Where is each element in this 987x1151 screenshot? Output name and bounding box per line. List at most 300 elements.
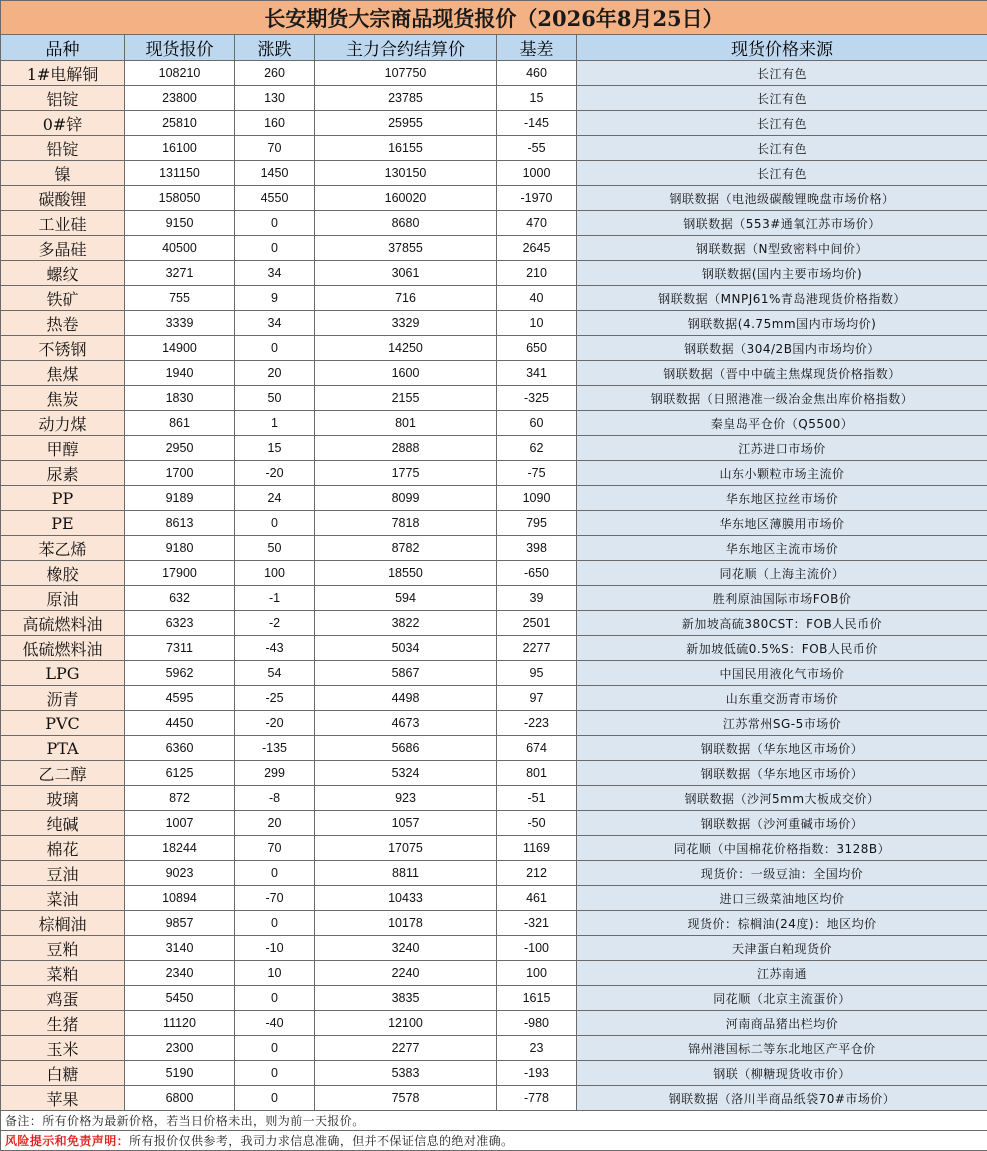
- variety-cell: 棉花: [1, 836, 125, 861]
- source-cell: 同花顺（中国棉花价格指数：3128B）: [577, 836, 987, 861]
- source-cell: 钢联数据（沙河重碱市场价）: [577, 811, 987, 836]
- variety-cell: 菜粕: [1, 961, 125, 986]
- header-settlement: 主力合约结算价: [315, 35, 497, 61]
- change-cell: 10: [235, 961, 315, 986]
- variety-cell: 0#锌: [1, 111, 125, 136]
- spot-price-cell: 1700: [125, 461, 235, 486]
- source-cell: 钢联数据（华东地区市场价）: [577, 761, 987, 786]
- table-row: [1, 736, 987, 761]
- table-row: [1, 661, 987, 686]
- header-row: [1, 35, 987, 61]
- spot-price-cell: 16100: [125, 136, 235, 161]
- spot-price-cell: 11120: [125, 1011, 235, 1036]
- source-cell: 秦皇岛平仓价（Q5500）: [577, 411, 987, 436]
- table-row: [1, 986, 987, 1011]
- table-row: [1, 386, 987, 411]
- source-cell: 河南商品猪出栏均价: [577, 1011, 987, 1036]
- settlement-cell: 5867: [315, 661, 497, 686]
- variety-cell: 生猪: [1, 1011, 125, 1036]
- source-cell: 胜利原油国际市场FOB价: [577, 586, 987, 611]
- table-row: [1, 361, 987, 386]
- source-cell: 现货价：棕榈油(24度)：地区均价: [577, 911, 987, 936]
- spot-price-cell: 17900: [125, 561, 235, 586]
- source-cell: 长江有色: [577, 161, 987, 186]
- change-cell: 1450: [235, 161, 315, 186]
- change-cell: 0: [235, 336, 315, 361]
- spot-price-cell: 25810: [125, 111, 235, 136]
- settlement-cell: 8782: [315, 536, 497, 561]
- variety-cell: 热卷: [1, 311, 125, 336]
- variety-cell: 高硫燃料油: [1, 611, 125, 636]
- basis-cell: -51: [497, 786, 577, 811]
- settlement-cell: 3329: [315, 311, 497, 336]
- table-row: [1, 811, 987, 836]
- basis-cell: -75: [497, 461, 577, 486]
- table-row: [1, 1036, 987, 1061]
- table-row: [1, 611, 987, 636]
- table-row: [1, 936, 987, 961]
- variety-cell: 乙二醇: [1, 761, 125, 786]
- basis-cell: 2277: [497, 636, 577, 661]
- change-cell: 0: [235, 1036, 315, 1061]
- source-cell: 锦州港国标二等东北地区产平仓价: [577, 1036, 987, 1061]
- spot-price-cell: 9857: [125, 911, 235, 936]
- page-title: 长安期货大宗商品现货报价（2026年8月25日）: [1, 1, 987, 35]
- change-cell: 0: [235, 1086, 315, 1111]
- settlement-cell: 5383: [315, 1061, 497, 1086]
- table-row: [1, 1061, 987, 1086]
- spot-price-cell: 6125: [125, 761, 235, 786]
- table-row: [1, 111, 987, 136]
- change-cell: -2: [235, 611, 315, 636]
- table-row: [1, 786, 987, 811]
- settlement-cell: 2277: [315, 1036, 497, 1061]
- change-cell: -20: [235, 461, 315, 486]
- spot-price-cell: 1007: [125, 811, 235, 836]
- variety-cell: 沥青: [1, 686, 125, 711]
- table-row: [1, 161, 987, 186]
- variety-cell: 动力煤: [1, 411, 125, 436]
- spot-price-cell: 9189: [125, 486, 235, 511]
- settlement-cell: 7578: [315, 1086, 497, 1111]
- variety-cell: 原油: [1, 586, 125, 611]
- table-row: [1, 461, 987, 486]
- note-row: [1, 1111, 987, 1131]
- basis-cell: -650: [497, 561, 577, 586]
- spot-price-cell: 5962: [125, 661, 235, 686]
- settlement-cell: 10433: [315, 886, 497, 911]
- variety-cell: 豆粕: [1, 936, 125, 961]
- variety-cell: LPG: [1, 661, 125, 686]
- change-cell: 0: [235, 511, 315, 536]
- header-change: 涨跌: [235, 35, 315, 61]
- change-cell: 1: [235, 411, 315, 436]
- source-cell: 钢联数据(4.75mm国内市场均价): [577, 311, 987, 336]
- source-cell: 长江有色: [577, 111, 987, 136]
- table-row: [1, 636, 987, 661]
- source-cell: 钢联数据（日照港准一级冶金焦出库价格指数）: [577, 386, 987, 411]
- basis-cell: -50: [497, 811, 577, 836]
- settlement-cell: 2240: [315, 961, 497, 986]
- header-variety: 品种: [1, 35, 125, 61]
- basis-cell: -145: [497, 111, 577, 136]
- change-cell: 54: [235, 661, 315, 686]
- settlement-cell: 3835: [315, 986, 497, 1011]
- basis-cell: 1615: [497, 986, 577, 1011]
- variety-cell: 铝锭: [1, 86, 125, 111]
- change-cell: -1: [235, 586, 315, 611]
- variety-cell: 玻璃: [1, 786, 125, 811]
- table-row: [1, 586, 987, 611]
- table-row: [1, 486, 987, 511]
- change-cell: 0: [235, 911, 315, 936]
- basis-cell: -321: [497, 911, 577, 936]
- variety-cell: 纯碱: [1, 811, 125, 836]
- settlement-cell: 8099: [315, 486, 497, 511]
- source-cell: 华东地区薄膜用市场价: [577, 511, 987, 536]
- spot-price-cell: 632: [125, 586, 235, 611]
- change-cell: 0: [235, 986, 315, 1011]
- spot-price-cell: 5190: [125, 1061, 235, 1086]
- spot-price-cell: 3140: [125, 936, 235, 961]
- table-row: [1, 561, 987, 586]
- basis-cell: 1169: [497, 836, 577, 861]
- table-row: [1, 686, 987, 711]
- source-cell: 钢联数据(国内主要市场均价): [577, 261, 987, 286]
- title-row: [1, 1, 987, 35]
- spot-price-cell: 40500: [125, 236, 235, 261]
- source-cell: 长江有色: [577, 61, 987, 86]
- table-row: [1, 186, 987, 211]
- source-cell: 钢联（柳糖现货收市价）: [577, 1061, 987, 1086]
- settlement-cell: 10178: [315, 911, 497, 936]
- basis-cell: 97: [497, 686, 577, 711]
- table-row: [1, 61, 987, 86]
- settlement-cell: 1600: [315, 361, 497, 386]
- spot-price-cell: 18244: [125, 836, 235, 861]
- change-cell: -70: [235, 886, 315, 911]
- settlement-cell: 5324: [315, 761, 497, 786]
- change-cell: 299: [235, 761, 315, 786]
- settlement-cell: 7818: [315, 511, 497, 536]
- variety-cell: 尿素: [1, 461, 125, 486]
- variety-cell: 玉米: [1, 1036, 125, 1061]
- spot-price-cell: 10894: [125, 886, 235, 911]
- change-cell: -10: [235, 936, 315, 961]
- variety-cell: PTA: [1, 736, 125, 761]
- settlement-cell: 3061: [315, 261, 497, 286]
- basis-cell: 801: [497, 761, 577, 786]
- spot-price-cell: 872: [125, 786, 235, 811]
- basis-cell: 460: [497, 61, 577, 86]
- spot-price-cell: 158050: [125, 186, 235, 211]
- table-row: [1, 136, 987, 161]
- variety-cell: 多晶硅: [1, 236, 125, 261]
- spot-price-cell: 8613: [125, 511, 235, 536]
- spot-price-cell: 6800: [125, 1086, 235, 1111]
- spot-price-cell: 2300: [125, 1036, 235, 1061]
- table-row: [1, 411, 987, 436]
- basis-cell: -980: [497, 1011, 577, 1036]
- settlement-cell: 130150: [315, 161, 497, 186]
- spot-price-cell: 9023: [125, 861, 235, 886]
- variety-cell: PVC: [1, 711, 125, 736]
- settlement-cell: 25955: [315, 111, 497, 136]
- source-cell: 天津蛋白粕现货价: [577, 936, 987, 961]
- settlement-cell: 2888: [315, 436, 497, 461]
- variety-cell: PP: [1, 486, 125, 511]
- basis-cell: 212: [497, 861, 577, 886]
- basis-cell: -223: [497, 711, 577, 736]
- change-cell: 160: [235, 111, 315, 136]
- table-row: [1, 1011, 987, 1036]
- spot-price-cell: 1940: [125, 361, 235, 386]
- change-cell: 70: [235, 136, 315, 161]
- change-cell: 15: [235, 436, 315, 461]
- basis-cell: 461: [497, 886, 577, 911]
- settlement-cell: 12100: [315, 1011, 497, 1036]
- settlement-cell: 17075: [315, 836, 497, 861]
- basis-cell: 60: [497, 411, 577, 436]
- variety-cell: 不锈钢: [1, 336, 125, 361]
- table-row: [1, 961, 987, 986]
- change-cell: -135: [235, 736, 315, 761]
- source-cell: 现货价：一级豆油：全国均价: [577, 861, 987, 886]
- source-cell: 江苏常州SG-5市场价: [577, 711, 987, 736]
- variety-cell: PE: [1, 511, 125, 536]
- change-cell: 50: [235, 386, 315, 411]
- spot-price-cell: 3339: [125, 311, 235, 336]
- basis-cell: 674: [497, 736, 577, 761]
- source-cell: 江苏南通: [577, 961, 987, 986]
- variety-cell: 铅锭: [1, 136, 125, 161]
- spot-price-cell: 2950: [125, 436, 235, 461]
- source-cell: 进口三级菜油地区均价: [577, 886, 987, 911]
- source-cell: 山东重交沥青市场价: [577, 686, 987, 711]
- spot-price-cell: 4595: [125, 686, 235, 711]
- settlement-cell: 716: [315, 286, 497, 311]
- settlement-cell: 23785: [315, 86, 497, 111]
- basis-cell: 100: [497, 961, 577, 986]
- table-row: [1, 911, 987, 936]
- table-row: [1, 211, 987, 236]
- source-cell: 山东小颗粒市场主流价: [577, 461, 987, 486]
- settlement-cell: 14250: [315, 336, 497, 361]
- basis-cell: 1090: [497, 486, 577, 511]
- table-row: [1, 286, 987, 311]
- basis-cell: 39: [497, 586, 577, 611]
- basis-cell: 40: [497, 286, 577, 311]
- table-row: [1, 836, 987, 861]
- variety-cell: 棕榈油: [1, 911, 125, 936]
- basis-cell: 650: [497, 336, 577, 361]
- variety-cell: 铁矿: [1, 286, 125, 311]
- table-row: [1, 311, 987, 336]
- table-row: [1, 86, 987, 111]
- change-cell: 4550: [235, 186, 315, 211]
- table-row: [1, 761, 987, 786]
- source-cell: 江苏进口市场价: [577, 436, 987, 461]
- basis-cell: 795: [497, 511, 577, 536]
- change-cell: 100: [235, 561, 315, 586]
- variety-cell: 螺纹: [1, 261, 125, 286]
- change-cell: 130: [235, 86, 315, 111]
- source-cell: 长江有色: [577, 136, 987, 161]
- header-source: 现货价格来源: [577, 35, 987, 61]
- source-cell: 同花顺（北京主流蛋价）: [577, 986, 987, 1011]
- source-cell: 钢联数据（553#通氧江苏市场价）: [577, 211, 987, 236]
- table-row: [1, 436, 987, 461]
- settlement-cell: 594: [315, 586, 497, 611]
- variety-cell: 菜油: [1, 886, 125, 911]
- risk-disclaimer: [1, 1131, 987, 1151]
- basis-cell: 470: [497, 211, 577, 236]
- source-cell: 钢联数据（304/2B国内市场均价）: [577, 336, 987, 361]
- spot-price-cell: 9150: [125, 211, 235, 236]
- table-row: [1, 336, 987, 361]
- settlement-cell: 3822: [315, 611, 497, 636]
- change-cell: 0: [235, 236, 315, 261]
- source-cell: 钢联数据（晋中中硫主焦煤现货价格指数）: [577, 361, 987, 386]
- settlement-cell: 5686: [315, 736, 497, 761]
- variety-cell: 碳酸锂: [1, 186, 125, 211]
- variety-cell: 镍: [1, 161, 125, 186]
- spot-price-cell: 3271: [125, 261, 235, 286]
- risk-label: 风险提示和免责声明：: [5, 1134, 129, 1148]
- change-cell: 260: [235, 61, 315, 86]
- spot-price-cell: 108210: [125, 61, 235, 86]
- change-cell: 34: [235, 311, 315, 336]
- settlement-cell: 2155: [315, 386, 497, 411]
- basis-cell: 2645: [497, 236, 577, 261]
- settlement-cell: 1057: [315, 811, 497, 836]
- variety-cell: 工业硅: [1, 211, 125, 236]
- variety-cell: 1#电解铜: [1, 61, 125, 86]
- settlement-cell: 18550: [315, 561, 497, 586]
- source-cell: 钢联数据（MNPJ61%青岛港现货价格指数）: [577, 286, 987, 311]
- basis-cell: 62: [497, 436, 577, 461]
- table-row: [1, 1086, 987, 1111]
- basis-cell: -1970: [497, 186, 577, 211]
- source-cell: 华东地区主流市场价: [577, 536, 987, 561]
- change-cell: -25: [235, 686, 315, 711]
- change-cell: 0: [235, 861, 315, 886]
- settlement-cell: 801: [315, 411, 497, 436]
- basis-cell: -100: [497, 936, 577, 961]
- spot-price-cell: 4450: [125, 711, 235, 736]
- settlement-cell: 107750: [315, 61, 497, 86]
- change-cell: 20: [235, 361, 315, 386]
- variety-cell: 鸡蛋: [1, 986, 125, 1011]
- variety-cell: 豆油: [1, 861, 125, 886]
- basis-cell: 10: [497, 311, 577, 336]
- spot-price-cell: 6360: [125, 736, 235, 761]
- source-cell: 钢联数据（沙河5mm大板成交价）: [577, 786, 987, 811]
- basis-cell: 341: [497, 361, 577, 386]
- settlement-cell: 4673: [315, 711, 497, 736]
- settlement-cell: 4498: [315, 686, 497, 711]
- variety-cell: 苹果: [1, 1086, 125, 1111]
- source-cell: 同花顺（上海主流价）: [577, 561, 987, 586]
- spot-price-cell: 23800: [125, 86, 235, 111]
- risk-text: 所有报价仅供参考，我司力求信息准确，但并不保证信息的绝对准确。: [129, 1134, 513, 1148]
- spot-price-cell: 861: [125, 411, 235, 436]
- basis-cell: 2501: [497, 611, 577, 636]
- variety-cell: 焦炭: [1, 386, 125, 411]
- table-row: [1, 536, 987, 561]
- settlement-cell: 8811: [315, 861, 497, 886]
- change-cell: -8: [235, 786, 315, 811]
- change-cell: 20: [235, 811, 315, 836]
- table-row: [1, 261, 987, 286]
- table-row: [1, 711, 987, 736]
- spot-price-cell: 6323: [125, 611, 235, 636]
- basis-cell: -55: [497, 136, 577, 161]
- spot-price-cell: 7311: [125, 636, 235, 661]
- header-basis: 基差: [497, 35, 577, 61]
- spot-price-cell: 131150: [125, 161, 235, 186]
- table-row: [1, 236, 987, 261]
- basis-cell: -193: [497, 1061, 577, 1086]
- source-cell: 华东地区拉丝市场价: [577, 486, 987, 511]
- change-cell: 50: [235, 536, 315, 561]
- basis-cell: 210: [497, 261, 577, 286]
- note-text: 备注：所有价格为最新价格，若当日价格未出，则为前一天报价。: [1, 1111, 987, 1131]
- basis-cell: -778: [497, 1086, 577, 1111]
- spot-price-cell: 5450: [125, 986, 235, 1011]
- settlement-cell: 8680: [315, 211, 497, 236]
- basis-cell: 23: [497, 1036, 577, 1061]
- source-cell: 中国民用液化气市场价: [577, 661, 987, 686]
- table-body: [1, 61, 987, 1111]
- source-cell: 钢联数据（华东地区市场价）: [577, 736, 987, 761]
- change-cell: 0: [235, 211, 315, 236]
- basis-cell: 15: [497, 86, 577, 111]
- source-cell: 钢联数据（洛川半商品纸袋70#市场价）: [577, 1086, 987, 1111]
- spot-price-cell: 2340: [125, 961, 235, 986]
- source-cell: 长江有色: [577, 86, 987, 111]
- variety-cell: 焦煤: [1, 361, 125, 386]
- spot-price-cell: 9180: [125, 536, 235, 561]
- settlement-cell: 923: [315, 786, 497, 811]
- spot-price-cell: 755: [125, 286, 235, 311]
- change-cell: 9: [235, 286, 315, 311]
- variety-cell: 白糖: [1, 1061, 125, 1086]
- settlement-cell: 1775: [315, 461, 497, 486]
- change-cell: 0: [235, 1061, 315, 1086]
- table-row: [1, 886, 987, 911]
- change-cell: 24: [235, 486, 315, 511]
- variety-cell: 甲醇: [1, 436, 125, 461]
- source-cell: 新加坡高硫380CST：FOB人民币价: [577, 611, 987, 636]
- basis-cell: 1000: [497, 161, 577, 186]
- variety-cell: 橡胶: [1, 561, 125, 586]
- settlement-cell: 5034: [315, 636, 497, 661]
- table-row: [1, 511, 987, 536]
- basis-cell: 95: [497, 661, 577, 686]
- basis-cell: 398: [497, 536, 577, 561]
- spot-price-cell: 1830: [125, 386, 235, 411]
- settlement-cell: 160020: [315, 186, 497, 211]
- risk-row: [1, 1131, 987, 1151]
- spot-price-cell: 14900: [125, 336, 235, 361]
- source-cell: 钢联数据（电池级碳酸锂晚盘市场价格）: [577, 186, 987, 211]
- settlement-cell: 3240: [315, 936, 497, 961]
- settlement-cell: 37855: [315, 236, 497, 261]
- variety-cell: 低硫燃料油: [1, 636, 125, 661]
- header-spot-price: 现货报价: [125, 35, 235, 61]
- variety-cell: 苯乙烯: [1, 536, 125, 561]
